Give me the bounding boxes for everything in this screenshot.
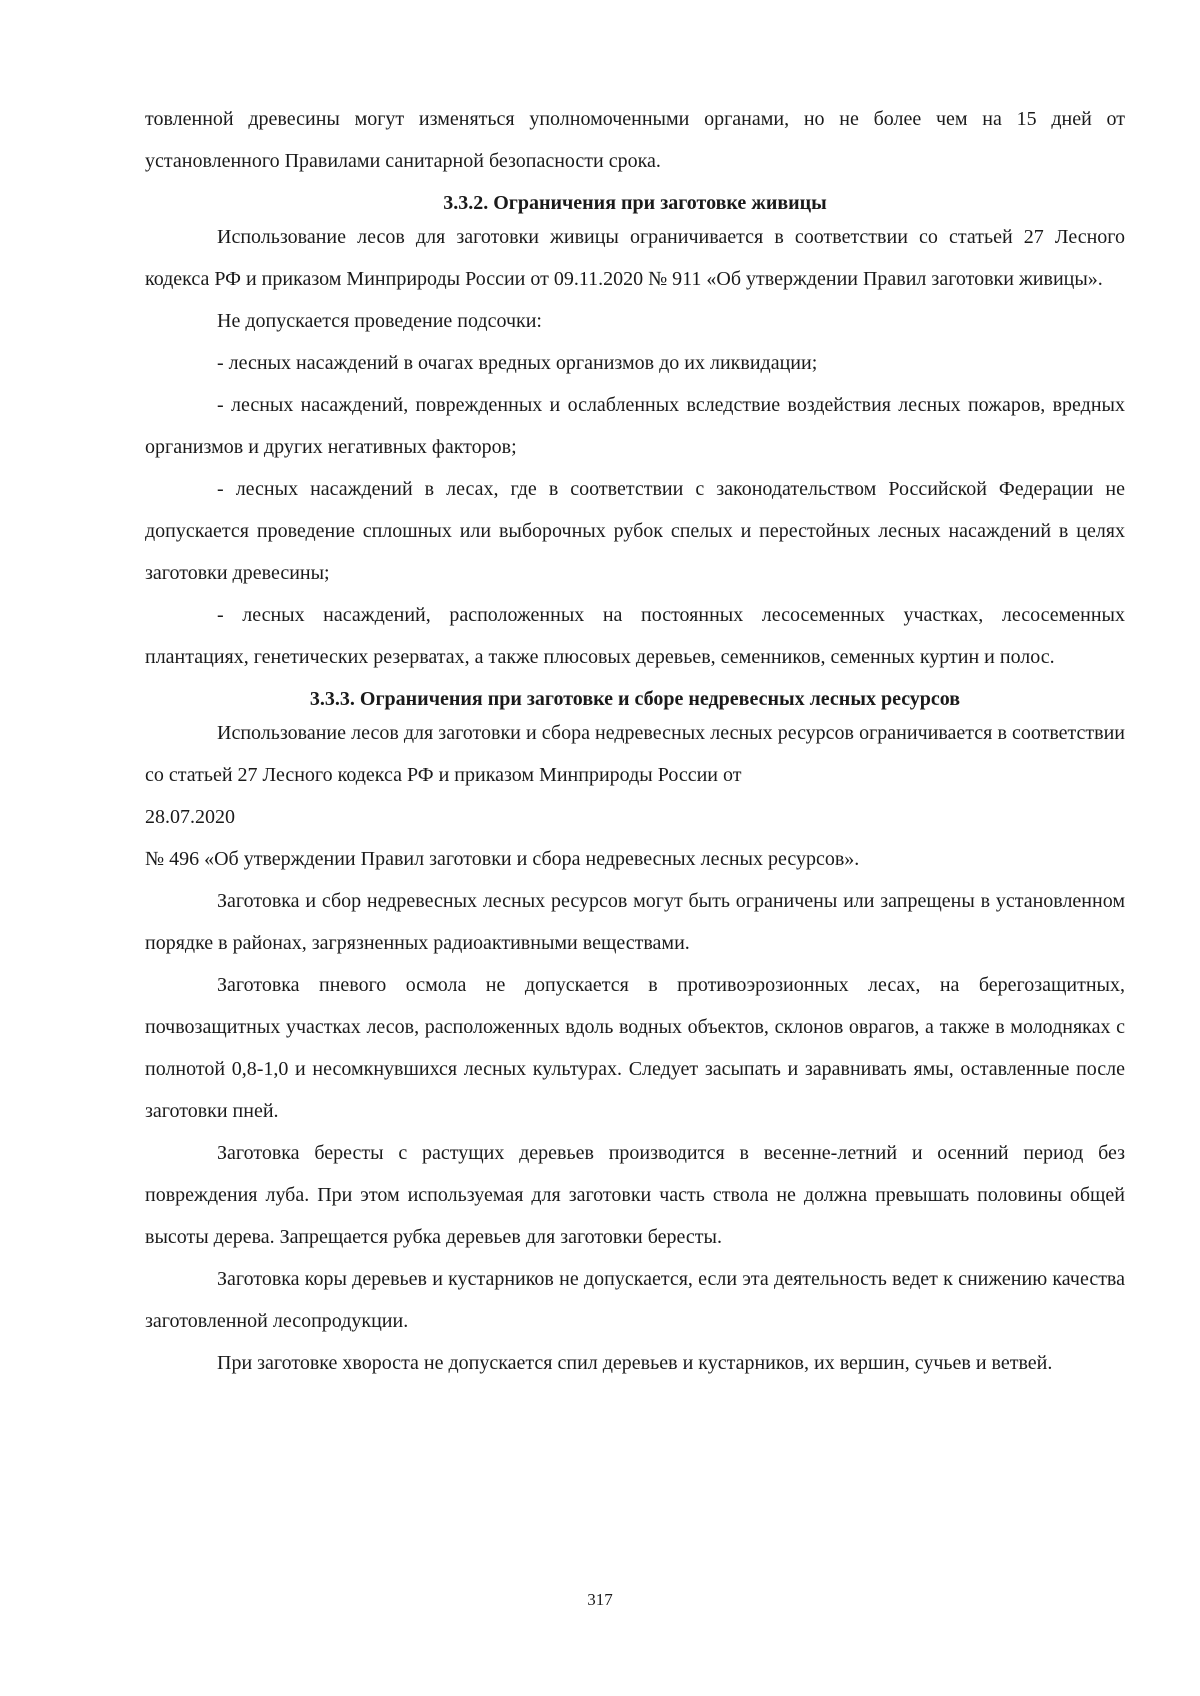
section-heading-3-3-3: 3.3.3. Ограничения при заготовке и сборе недревесных лесных ресурсов	[309, 688, 961, 710]
section-heading-3-3-2: 3.3.2. Ограничения при заготовке живицы	[443, 192, 827, 214]
list-item: - лесных насаждений, расположенных на постоянных лесосеменных участках, лесосеменных плантациях, генетических резерватах, а также плюсовых деревьев, семенников, семенных куртин и полос.	[145, 604, 1125, 668]
list-item: - лесных насаждений в очагах вредных организмов до их ликвидации;	[217, 352, 818, 374]
paragraph-date-line: 28.07.2020	[145, 806, 235, 828]
paragraph: Заготовка бересты с растущих деревьев производится в весенне-летний и осенний период без повреждения луба. При этом используемая для заготовки часть ствола не должна превышать половины общей высоты дерева. Запрещается рубка деревьев для заготовки бересты.	[145, 1142, 1125, 1248]
paragraph: При заготовке хвороста не допускается спил деревьев и кустарников, их вершин, сучьев и ветвей.	[217, 1352, 1053, 1374]
document-body	[145, 98, 1125, 1384]
paragraph: Использование лесов для заготовки живицы ограничивается в соответствии со статьей 27 Лесного кодекса РФ и приказом Минприроды России от 09.11.2020 № 911 «Об утверждении Правил заготовки живицы».	[145, 226, 1125, 290]
paragraph: Заготовка коры деревьев и кустарников не допускается, если эта деятельность ведет к снижению качества заготовленной лесопродукции.	[145, 1268, 1125, 1332]
paragraph: Заготовка и сбор недревесных лесных ресурсов могут быть ограничены или запрещены в установленном порядке в районах, загрязненных радиоактивными веществами.	[145, 890, 1125, 954]
paragraph-continuation: товленной древесины могут изменяться уполномоченными органами, но не более чем на 15 дней от установленного Правилами санитарной безопасности срока.	[145, 108, 1125, 172]
paragraph-order-line: № 496 «Об утверждении Правил заготовки и сбора недревесных лесных ресурсов».	[145, 848, 860, 870]
paragraph: Заготовка пневого осмола не допускается в противоэрозионных лесах, на берегозащитных, почвозащитных участках лесов, расположенных вдоль водных объектов, склонов оврагов, а также в молодняках с полнотой 0,8-1,0 и несомкнувшихся лесных культурах. Следует засыпать и заравнивать ямы, оставленные после заготовки пней.	[145, 974, 1125, 1122]
list-item: - лесных насаждений в лесах, где в соответствии с законодательством Российской Федерации не допускается проведение сплошных или выборочных рубок спелых и перестойных лесных насаждений в целях заготовки древесины;	[145, 478, 1125, 584]
page-number: 317	[587, 1590, 613, 1609]
list-item: - лесных насаждений, поврежденных и ослабленных вследствие воздействия лесных пожаров, вредных организмов и других негативных факторов;	[145, 394, 1125, 458]
paragraph: Использование лесов для заготовки и сбора недревесных лесных ресурсов ограничивается в соответствии со статьей 27 Лесного кодекса РФ и приказом Минприроды России от	[145, 722, 1125, 786]
paragraph: Не допускается проведение подсочки:	[217, 310, 542, 332]
